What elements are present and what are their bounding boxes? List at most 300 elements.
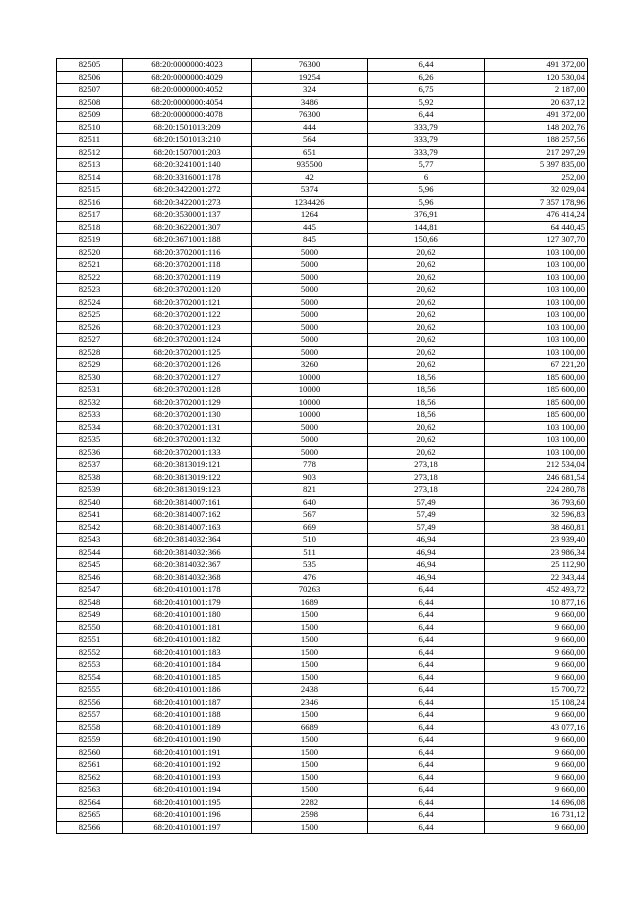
table-row [57,471,588,484]
rate-cell: 18,56 [368,384,485,397]
value-cell: 185 600,00 [485,384,588,397]
rate-cell: 18,56 [368,371,485,384]
row-number-cell: 82547 [57,584,123,597]
area-cell: 2346 [252,696,368,709]
rate-cell: 57,49 [368,509,485,522]
table-row [57,234,588,247]
row-number-cell: 82507 [57,84,123,97]
value-cell: 9 660,00 [485,734,588,747]
row-number-cell: 82527 [57,334,123,347]
row-number-cell: 82521 [57,259,123,272]
rate-cell: 18,56 [368,409,485,422]
value-cell: 103 100,00 [485,284,588,297]
row-number-cell: 82539 [57,484,123,497]
row-number-cell: 82515 [57,184,123,197]
rate-cell: 20,62 [368,296,485,309]
cadastral-number-cell: 68:20:3622001:307 [123,221,252,234]
value-cell: 38 460,81 [485,521,588,534]
table-row [57,309,588,322]
table-row [57,796,588,809]
value-cell: 103 100,00 [485,446,588,459]
row-number-cell: 82535 [57,434,123,447]
value-cell: 9 660,00 [485,609,588,622]
row-number-cell: 82523 [57,284,123,297]
area-cell: 5000 [252,321,368,334]
area-cell: 935500 [252,159,368,172]
area-cell: 1234426 [252,196,368,209]
value-cell: 491 372,00 [485,59,588,72]
cadastral-number-cell: 68:20:4101001:197 [123,821,252,834]
value-cell: 32 596,83 [485,509,588,522]
rate-cell: 6,44 [368,109,485,122]
cadastral-number-cell: 68:20:3814032:367 [123,559,252,572]
row-number-cell: 82566 [57,821,123,834]
table-row [57,209,588,222]
table-row [57,434,588,447]
rate-cell: 6,44 [368,584,485,597]
table-row [57,359,588,372]
row-number-cell: 82512 [57,146,123,159]
row-number-cell: 82533 [57,409,123,422]
area-cell: 1500 [252,709,368,722]
value-cell: 22 343,44 [485,571,588,584]
area-cell: 5000 [252,346,368,359]
row-number-cell: 82509 [57,109,123,122]
area-cell: 845 [252,234,368,247]
value-cell: 32 029,04 [485,184,588,197]
rate-cell: 6,44 [368,646,485,659]
area-cell: 70263 [252,584,368,597]
area-cell: 564 [252,134,368,147]
cadastral-number-cell: 68:20:3702001:119 [123,271,252,284]
rate-cell: 20,62 [368,434,485,447]
cadastral-number-cell: 68:20:3702001:116 [123,246,252,259]
rate-cell: 20,62 [368,309,485,322]
value-cell: 25 112,90 [485,559,588,572]
rate-cell: 20,62 [368,334,485,347]
rate-cell: 46,94 [368,559,485,572]
cadastral-number-cell: 68:20:3702001:121 [123,296,252,309]
value-cell: 14 696,08 [485,796,588,809]
cadastral-number-cell: 68:20:3702001:123 [123,321,252,334]
value-cell: 148 202,76 [485,121,588,134]
row-number-cell: 82543 [57,534,123,547]
row-number-cell: 82513 [57,159,123,172]
cadastral-number-cell: 68:20:4101001:181 [123,621,252,634]
rate-cell: 6,44 [368,659,485,672]
rate-cell: 5,92 [368,96,485,109]
cadastral-number-cell: 68:20:3702001:131 [123,421,252,434]
value-cell: 103 100,00 [485,421,588,434]
rate-cell: 333,79 [368,121,485,134]
row-number-cell: 82529 [57,359,123,372]
rate-cell: 6,44 [368,59,485,72]
cadastral-number-cell: 68:20:4101001:189 [123,721,252,734]
area-cell: 10000 [252,396,368,409]
cadastral-number-cell: 68:20:3241001:140 [123,159,252,172]
value-cell: 103 100,00 [485,259,588,272]
table-row [57,459,588,472]
row-number-cell: 82522 [57,271,123,284]
table-row [57,384,588,397]
row-number-cell: 82554 [57,671,123,684]
area-cell: 640 [252,496,368,509]
area-cell: 651 [252,146,368,159]
table-row [57,509,588,522]
value-cell: 246 681,54 [485,471,588,484]
area-cell: 444 [252,121,368,134]
cadastral-number-cell: 68:20:3671001:188 [123,234,252,247]
cadastral-number-cell: 68:20:3814032:368 [123,571,252,584]
table-row [57,121,588,134]
cadastral-number-cell: 68:20:3702001:133 [123,446,252,459]
value-cell: 103 100,00 [485,346,588,359]
rate-cell: 333,79 [368,146,485,159]
area-cell: 1500 [252,821,368,834]
area-cell: 5000 [252,309,368,322]
table-row [57,84,588,97]
row-number-cell: 82516 [57,196,123,209]
value-cell: 224 280,78 [485,484,588,497]
row-number-cell: 82517 [57,209,123,222]
row-number-cell: 82541 [57,509,123,522]
value-cell: 10 877,16 [485,596,588,609]
value-cell: 9 660,00 [485,784,588,797]
rate-cell: 6,44 [368,771,485,784]
rate-cell: 333,79 [368,134,485,147]
area-cell: 3260 [252,359,368,372]
rate-cell: 273,18 [368,471,485,484]
rate-cell: 5,77 [368,159,485,172]
table-row [57,221,588,234]
area-cell: 19254 [252,71,368,84]
cadastral-number-cell: 68:20:3702001:128 [123,384,252,397]
table-row [57,59,588,72]
row-number-cell: 82546 [57,571,123,584]
table-row [57,196,588,209]
rate-cell: 273,18 [368,459,485,472]
cadastral-number-cell: 68:20:3702001:124 [123,334,252,347]
area-cell: 1500 [252,671,368,684]
cadastral-number-cell: 68:20:4101001:185 [123,671,252,684]
value-cell: 5 397 835,00 [485,159,588,172]
rate-cell: 6,44 [368,696,485,709]
row-number-cell: 82549 [57,609,123,622]
row-number-cell: 82532 [57,396,123,409]
value-cell: 15 108,24 [485,696,588,709]
table-row [57,684,588,697]
area-cell: 2282 [252,796,368,809]
cadastral-number-cell: 68:20:3702001:122 [123,309,252,322]
table-row [57,321,588,334]
area-cell: 5374 [252,184,368,197]
area-cell: 5000 [252,421,368,434]
value-cell: 7 357 178,96 [485,196,588,209]
value-cell: 103 100,00 [485,246,588,259]
rate-cell: 57,49 [368,496,485,509]
row-number-cell: 82559 [57,734,123,747]
area-cell: 903 [252,471,368,484]
rate-cell: 20,62 [368,446,485,459]
cadastral-number-cell: 68:20:3813019:122 [123,471,252,484]
cadastral-number-cell: 68:20:3702001:125 [123,346,252,359]
table-row [57,409,588,422]
table-row [57,421,588,434]
cadastral-number-cell: 68:20:4101001:186 [123,684,252,697]
table-row [57,659,588,672]
rate-cell: 6,44 [368,709,485,722]
row-number-cell: 82531 [57,384,123,397]
table-row [57,334,588,347]
value-cell: 67 221,20 [485,359,588,372]
cadastral-number-cell: 68:20:3702001:118 [123,259,252,272]
rate-cell: 20,62 [368,421,485,434]
cadastral-number-cell: 68:20:3702001:132 [123,434,252,447]
rate-cell: 18,56 [368,396,485,409]
cadastral-value-table [56,58,588,834]
cadastral-number-cell: 68:20:4101001:187 [123,696,252,709]
table-body [57,59,588,834]
table-row [57,284,588,297]
rate-cell: 6,44 [368,621,485,634]
row-number-cell: 82553 [57,659,123,672]
value-cell: 43 077,16 [485,721,588,734]
rate-cell: 6,44 [368,809,485,822]
rate-cell: 20,62 [368,271,485,284]
table-row [57,646,588,659]
area-cell: 5000 [252,334,368,347]
cadastral-number-cell: 68:20:3813019:123 [123,484,252,497]
cadastral-number-cell: 68:20:3813019:121 [123,459,252,472]
row-number-cell: 82561 [57,759,123,772]
area-cell: 1689 [252,596,368,609]
cadastral-number-cell: 68:20:4101001:183 [123,646,252,659]
cadastral-number-cell: 68:20:4101001:184 [123,659,252,672]
cadastral-number-cell: 68:20:4101001:188 [123,709,252,722]
area-cell: 476 [252,571,368,584]
value-cell: 103 100,00 [485,321,588,334]
cadastral-number-cell: 68:20:4101001:178 [123,584,252,597]
area-cell: 1500 [252,759,368,772]
area-cell: 669 [252,521,368,534]
cadastral-number-cell: 68:20:4101001:193 [123,771,252,784]
row-number-cell: 82545 [57,559,123,572]
cadastral-number-cell: 68:20:3530001:137 [123,209,252,222]
row-number-cell: 82544 [57,546,123,559]
area-cell: 5000 [252,296,368,309]
area-cell: 5000 [252,271,368,284]
value-cell: 9 660,00 [485,671,588,684]
table-row [57,809,588,822]
value-cell: 9 660,00 [485,646,588,659]
cadastral-number-cell: 68:20:3422001:272 [123,184,252,197]
cadastral-number-cell: 68:20:3814007:163 [123,521,252,534]
row-number-cell: 82525 [57,309,123,322]
table-row [57,171,588,184]
cadastral-number-cell: 68:20:4101001:194 [123,784,252,797]
table-row [57,159,588,172]
rate-cell: 5,96 [368,184,485,197]
area-cell: 1500 [252,659,368,672]
table-row [57,71,588,84]
value-cell: 23 986,34 [485,546,588,559]
table-row [57,184,588,197]
table-row [57,96,588,109]
rate-cell: 6,44 [368,734,485,747]
area-cell: 1500 [252,734,368,747]
table-row [57,109,588,122]
table-row [57,721,588,734]
rate-cell: 144,81 [368,221,485,234]
value-cell: 9 660,00 [485,759,588,772]
value-cell: 185 600,00 [485,396,588,409]
rate-cell: 6,26 [368,71,485,84]
value-cell: 2 187,00 [485,84,588,97]
area-cell: 42 [252,171,368,184]
row-number-cell: 82530 [57,371,123,384]
area-cell: 1500 [252,634,368,647]
cadastral-number-cell: 68:20:0000000:4054 [123,96,252,109]
row-number-cell: 82552 [57,646,123,659]
rate-cell: 20,62 [368,259,485,272]
table-row [57,484,588,497]
cadastral-number-cell: 68:20:1501013:209 [123,121,252,134]
rate-cell: 46,94 [368,571,485,584]
table-row [57,246,588,259]
rate-cell: 20,62 [368,284,485,297]
area-cell: 5000 [252,284,368,297]
area-cell: 6689 [252,721,368,734]
area-cell: 76300 [252,59,368,72]
rate-cell: 150,66 [368,234,485,247]
row-number-cell: 82548 [57,596,123,609]
cadastral-number-cell: 68:20:3702001:120 [123,284,252,297]
value-cell: 188 257,56 [485,134,588,147]
table-row [57,621,588,634]
table-row [57,446,588,459]
table-row [57,609,588,622]
row-number-cell: 82564 [57,796,123,809]
rate-cell: 20,62 [368,346,485,359]
table-row [57,134,588,147]
area-cell: 1264 [252,209,368,222]
row-number-cell: 82556 [57,696,123,709]
table-row [57,709,588,722]
table-row [57,821,588,834]
value-cell: 127 307,70 [485,234,588,247]
cadastral-number-cell: 68:20:3316001:178 [123,171,252,184]
row-number-cell: 82542 [57,521,123,534]
cadastral-number-cell: 68:20:4101001:195 [123,796,252,809]
area-cell: 778 [252,459,368,472]
row-number-cell: 82508 [57,96,123,109]
value-cell: 23 939,40 [485,534,588,547]
value-cell: 452 493,72 [485,584,588,597]
area-cell: 510 [252,534,368,547]
row-number-cell: 82520 [57,246,123,259]
table-row [57,546,588,559]
cadastral-number-cell: 68:20:0000000:4029 [123,71,252,84]
table-row [57,696,588,709]
cadastral-number-cell: 68:20:0000000:4052 [123,84,252,97]
row-number-cell: 82550 [57,621,123,634]
row-number-cell: 82534 [57,421,123,434]
area-cell: 821 [252,484,368,497]
row-number-cell: 82514 [57,171,123,184]
table-row [57,634,588,647]
rate-cell: 6,44 [368,596,485,609]
value-cell: 103 100,00 [485,434,588,447]
area-cell: 1500 [252,771,368,784]
row-number-cell: 82510 [57,121,123,134]
table-row [57,346,588,359]
table-row [57,146,588,159]
table-row [57,671,588,684]
cadastral-number-cell: 68:20:3814032:364 [123,534,252,547]
area-cell: 324 [252,84,368,97]
rate-cell: 57,49 [368,521,485,534]
rate-cell: 6,44 [368,796,485,809]
row-number-cell: 82555 [57,684,123,697]
table-row [57,559,588,572]
value-cell: 9 660,00 [485,821,588,834]
cadastral-number-cell: 68:20:4101001:182 [123,634,252,647]
row-number-cell: 82562 [57,771,123,784]
row-number-cell: 82560 [57,746,123,759]
row-number-cell: 82511 [57,134,123,147]
rate-cell: 6,44 [368,784,485,797]
cadastral-number-cell: 68:20:4101001:179 [123,596,252,609]
row-number-cell: 82505 [57,59,123,72]
cadastral-number-cell: 68:20:3422001:273 [123,196,252,209]
area-cell: 2438 [252,684,368,697]
area-cell: 5000 [252,259,368,272]
rate-cell: 6,44 [368,759,485,772]
row-number-cell: 82565 [57,809,123,822]
table-row [57,296,588,309]
row-number-cell: 82557 [57,709,123,722]
row-number-cell: 82506 [57,71,123,84]
row-number-cell: 82536 [57,446,123,459]
table-row [57,584,588,597]
cadastral-number-cell: 68:20:4101001:196 [123,809,252,822]
row-number-cell: 82528 [57,346,123,359]
table-row [57,771,588,784]
cadastral-number-cell: 68:20:0000000:4023 [123,59,252,72]
cadastral-number-cell: 68:20:3814007:161 [123,496,252,509]
rate-cell: 6,44 [368,634,485,647]
table-row [57,496,588,509]
rate-cell: 46,94 [368,534,485,547]
value-cell: 9 660,00 [485,746,588,759]
rate-cell: 5,96 [368,196,485,209]
area-cell: 76300 [252,109,368,122]
area-cell: 1500 [252,609,368,622]
value-cell: 9 660,00 [485,771,588,784]
cadastral-number-cell: 68:20:4101001:192 [123,759,252,772]
row-number-cell: 82526 [57,321,123,334]
value-cell: 15 700,72 [485,684,588,697]
area-cell: 1500 [252,621,368,634]
row-number-cell: 82540 [57,496,123,509]
table-row [57,271,588,284]
value-cell: 217 297,29 [485,146,588,159]
value-cell: 64 440,45 [485,221,588,234]
area-cell: 5000 [252,434,368,447]
rate-cell: 376,91 [368,209,485,222]
area-cell: 3486 [252,96,368,109]
rate-cell: 6,44 [368,821,485,834]
